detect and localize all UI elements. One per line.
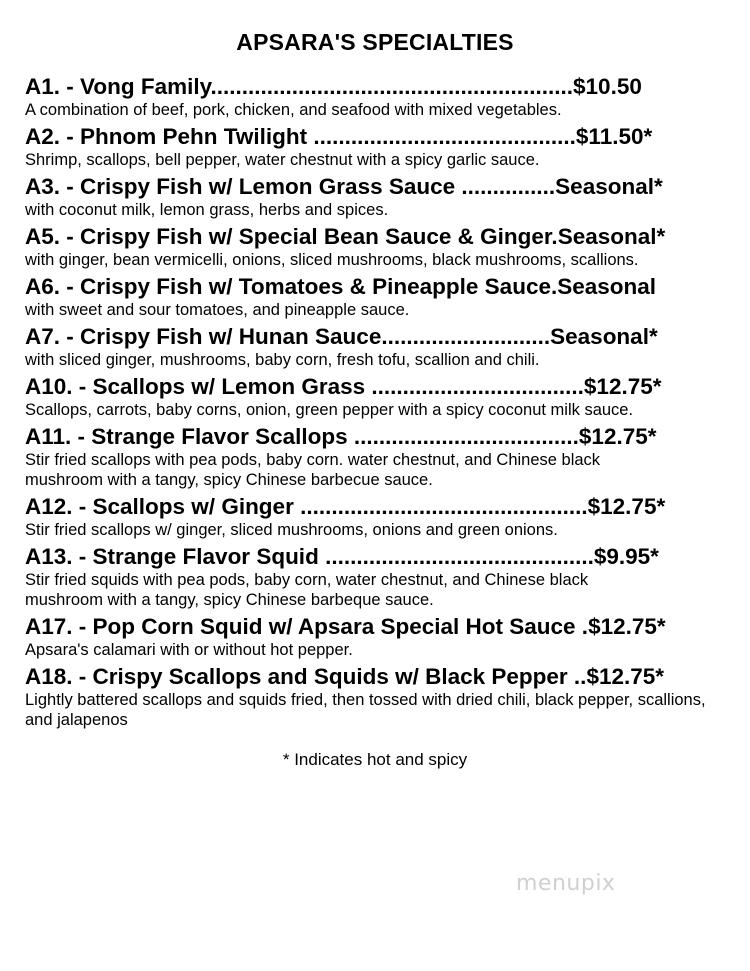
menu-item-heading <box>25 664 725 690</box>
menu-item-description: with coconut milk, lemon grass, herbs and spices. <box>25 201 389 219</box>
menu-item <box>25 544 725 610</box>
menu-item-name: A1. - Vong Family <box>25 74 211 99</box>
menu-item-description: Shrimp, scallops, bell pepper, water chestnut with a spicy garlic sauce. <box>25 151 540 169</box>
menu-item <box>25 424 725 490</box>
menu-item-heading <box>25 544 725 570</box>
menu-item-heading <box>25 174 725 200</box>
menu-item-price: Seasonal* <box>557 224 666 249</box>
menu-item-description: with sliced ginger, mushrooms, baby corn, fresh tofu, scallion and chili. <box>25 351 540 369</box>
menu-item-heading <box>25 74 725 100</box>
menu-list <box>25 74 725 734</box>
menu-item-name: A17. - Pop Corn Squid w/ Apsara Special Hot Sauce <box>25 614 576 639</box>
menu-item-description: Stir fried squids with pea pods, baby corn, water chestnut, and Chinese black mushroom with a tangy, spicy Chinese barbeque sauce. <box>25 571 589 609</box>
menu-item-heading <box>25 324 725 350</box>
menu-item-heading <box>25 424 725 450</box>
menu-item-name: A6. - Crispy Fish w/ Tomatoes & Pineapple Sauce <box>25 274 551 299</box>
menu-item-price: $12.75* <box>588 614 666 639</box>
dot-leader: ........................... <box>381 324 551 349</box>
menu-item-price: $12.75* <box>578 424 657 449</box>
menu-item-name: A10. - Scallops w/ Lemon Grass <box>25 374 366 399</box>
menu-item <box>25 374 725 420</box>
dot-leader: .. <box>567 664 587 689</box>
menu-item <box>25 274 725 320</box>
menu-item <box>25 324 725 370</box>
menu-item <box>25 174 725 220</box>
menu-item <box>25 74 725 120</box>
menu-item-heading <box>25 274 725 300</box>
menu-item-price: Seasonal <box>557 274 657 299</box>
menu-item-description: Stir fried scallops w/ ginger, sliced mushrooms, onions and green onions. <box>25 521 558 539</box>
menu-item-name: A11. - Strange Flavor Scallops <box>25 424 348 449</box>
menu-item-description: with sweet and sour tomatoes, and pineapple sauce. <box>25 301 410 319</box>
menu-item-description: Scallops, carrots, baby corns, onion, green pepper with a spicy coconut milk sauce. <box>25 401 634 419</box>
dot-leader: ............... <box>455 174 556 199</box>
menu-item <box>25 664 725 730</box>
page-title: APSARA'S SPECIALTIES <box>236 29 514 55</box>
menu-item-name: A18. - Crispy Scallops and Squids w/ Black Pepper <box>25 664 568 689</box>
dot-leader: .............................................. <box>293 494 588 519</box>
menu-item-price: Seasonal* <box>550 324 658 349</box>
menu-item-price: Seasonal* <box>555 174 663 199</box>
menu-item-heading <box>25 124 725 150</box>
menu-item-price: $12.75* <box>587 494 666 519</box>
menu-item-description: Apsara's calamari with or without hot pepper. <box>25 641 353 659</box>
menupix-watermark-logo: menupix <box>516 871 616 896</box>
menu-item-price: $10.50 <box>573 74 642 99</box>
dot-leader: . <box>551 224 558 249</box>
dot-leader: ........................................... <box>318 544 594 569</box>
menu-item-name: A5. - Crispy Fish w/ Special Bean Sauce & Ginger <box>25 224 552 249</box>
menu-item-description: Stir fried scallops with pea pods, baby corn. water chestnut, and Chinese black mushroom with a tangy, spicy Chinese barbecue sauce. <box>25 451 601 489</box>
menu-item-price: $12.75* <box>583 374 662 399</box>
dot-leader: .................................... <box>347 424 579 449</box>
dot-leader: .................................. <box>365 374 584 399</box>
menu-item-name: A12. - Scallops w/ Ginger <box>25 494 294 519</box>
dot-leader: .......................................................... <box>210 74 574 99</box>
menu-item <box>25 614 725 660</box>
spicy-footnote: * Indicates hot and spicy <box>282 750 468 769</box>
menu-item-description: Lightly battered scallops and squids fried, then tossed with dried chili, black pepper, scallions, and jalapenos <box>25 691 706 729</box>
dot-leader: . <box>575 614 589 639</box>
menu-item <box>25 124 725 170</box>
menu-item-description: with ginger, bean vermicelli, onions, sliced mushrooms, black mushrooms, scallions. <box>25 251 639 269</box>
menu-item <box>25 494 725 540</box>
menu-item-name: A13. - Strange Flavor Squid <box>25 544 319 569</box>
menu-item-heading <box>25 374 725 400</box>
menu-item-price: $12.75* <box>586 664 665 689</box>
dot-leader: . <box>550 274 558 299</box>
menu-item-name: A3. - Crispy Fish w/ Lemon Grass Sauce <box>25 174 456 199</box>
menu-item-name: A2. - Phnom Pehn Twilight <box>25 124 308 149</box>
menu-item-name: A7. - Crispy Fish w/ Hunan Sauce <box>25 324 382 349</box>
menu-item-price: $11.50* <box>575 124 653 149</box>
menu-item <box>25 224 725 270</box>
menu-item-heading <box>25 614 725 640</box>
menu-item-heading <box>25 494 725 520</box>
dot-leader: .......................................... <box>313 124 576 149</box>
menu-item-heading <box>25 224 725 250</box>
menu-item-price: $9.95* <box>593 544 659 569</box>
menu-item-description: A combination of beef, pork, chicken, and seafood with mixed vegetables. <box>25 101 562 119</box>
